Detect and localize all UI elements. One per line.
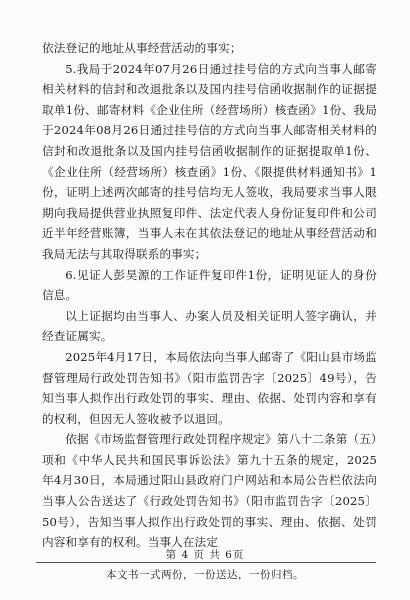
document-body [42,38,377,553]
footer-note: 本文书一式两份，一份送达，一份归档。 [106,569,304,581]
paragraph-5: 2025年4月17日，本局依法向当事人邮寄了《阳山县市场监督管理局行政处罚告知书》（阳市监罚告字〔2025〕49号），告知当事人拟作出行政处罚的事实、理由、依据、处罚内容和享有的权利，但因无人签收被予以退回。 [42,349,377,426]
paragraph-2: 5.我局于2024年07月26日通过挂号信的方式向当事人邮寄相关材料的信封和改退批条以及国内挂号信函收据制作的证据提取单1份、邮寄材料《企业住所（经营场所）核查函》1份、我局于2024年08月26日通过挂号信的方式向当事人邮寄相关材料的信封和改退批条以及国内挂号信函收据制作的证据提取单1份、《企业住所（经营场所）核查函》1份、《限提供材料通知书》1份，证明上述两次邮寄的挂号信均无人签收，我局要求当事人限期向我局提供营业执照复印件、法定代表人身份证复印件和公司近半年经营账簿，当事人未在其依法登记的地址从事经营活动和我局无法与其取得联系的事实； [42,61,377,261]
paragraph-4: 以上证据均由当事人、办案人员及相关证明人签字确认，并经查证属实。 [42,308,377,344]
page-number: 第 4 页 共 6页 [165,549,245,561]
paragraph-3: 6.见证人彭昊源的工作证件复印件1份，证明见证人的身份信息。 [42,267,377,303]
paragraph-1: 依法登记的地址从事经营活动的事实； [42,41,242,55]
paragraph-6: 依据《市场监督管理行政处罚程序规定》第八十二条第（五）项和《中华人民共和国民事诉讼法》第九十五条的规定，2025年4月30日，本局通过阳山县政府门户网站和本局公告栏依法向当事人公告送达了《行政处罚告知书》（阳市监罚告字〔2025〕50号），告知当事人拟作出行政处罚的事实、理由、依据、处罚内容和享有的权利。当事人在法定 [42,432,377,550]
footer-divider [36,562,376,563]
